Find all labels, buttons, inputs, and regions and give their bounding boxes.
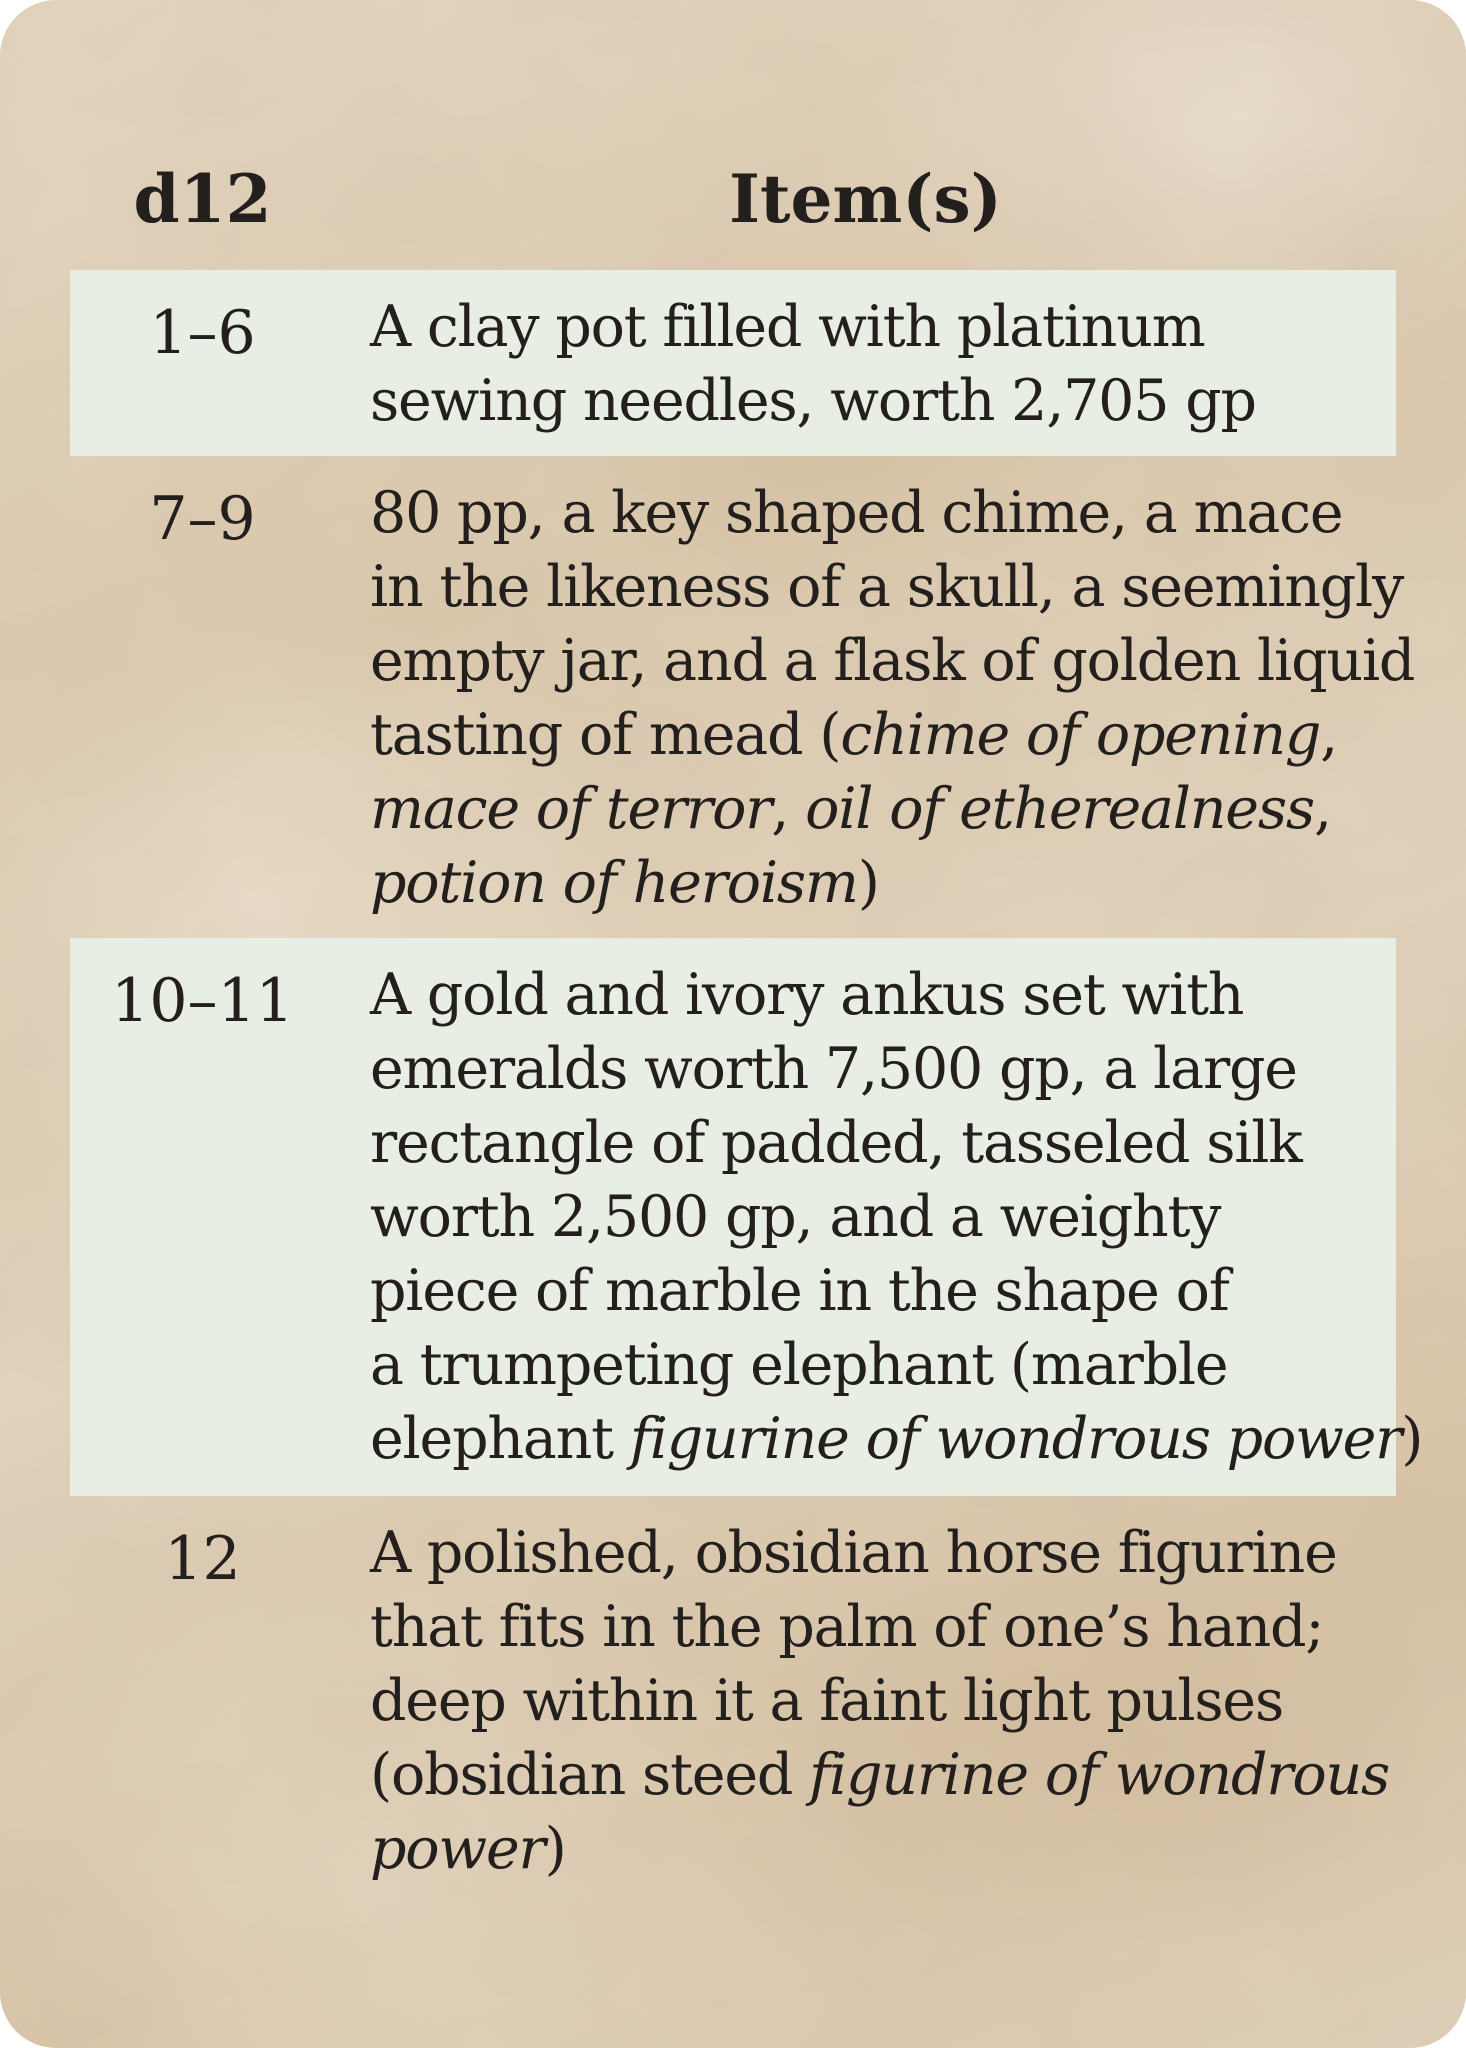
item-line: 80 pp, a key shaped chime, a mace [370,480,1343,546]
item-description [370,1516,1396,1886]
magic-item-name: oil of etherealness [805,776,1314,842]
item-line: elephant figurine of wondrous power) [370,1406,1423,1472]
item-description [370,476,1415,920]
table-header [70,160,1396,260]
item-line: sewing needles, worth 2,705 gp [370,368,1256,434]
header-items: Item(s) [729,160,1002,238]
table-row [70,1496,1396,1906]
item-line: tasting of mead (chime of opening, [370,702,1338,768]
table-row [70,938,1423,1496]
item-line: a trumpeting elephant (marble [370,1332,1228,1398]
magic-item-name: chime of opening [840,702,1321,768]
item-line: A clay pot filled with platinum [370,294,1205,360]
item-line: worth 2,500 gp, and a weighty [370,1184,1221,1250]
roll-range: 10–11 [111,966,294,1036]
table-row [70,456,1415,938]
magic-item-name: potion of heroism [370,850,858,916]
item-line: potion of heroism) [370,850,879,916]
magic-item-name: mace of terror [370,776,772,842]
item-line: deep within it a faint light pulses [370,1668,1284,1734]
header-roll: d12 [133,160,272,238]
item-line: piece of marble in the shape of [370,1258,1229,1324]
item-line: power) [370,1816,566,1882]
item-line: (obsidian steed figurine of wondrous [370,1742,1390,1808]
item-line: in the likeness of a skull, a seemingly [370,554,1404,620]
magic-item-name: figurine of wondrous [809,1742,1390,1808]
item-description [370,958,1423,1476]
item-line: empty jar, and a flask of golden liquid [370,628,1415,694]
item-line: emeralds worth 7,500 gp, a large [370,1036,1297,1102]
item-line: A polished, obsidian horse figurine [370,1520,1337,1586]
roll-range: 1–6 [149,298,256,368]
roll-range: 7–9 [149,484,256,554]
item-line: rectangle of padded, tasseled silk [370,1110,1302,1176]
roll-range: 12 [164,1524,241,1594]
item-description [370,290,1396,438]
item-line: mace of terror, oil of etherealness, [370,776,1331,842]
item-line: A gold and ivory ankus set with [370,962,1244,1028]
magic-item-name: figurine of wondrous power [629,1406,1402,1472]
table-row [70,270,1396,456]
item-line: that fits in the palm of one’s hand; [370,1594,1324,1660]
magic-item-name: power [370,1816,545,1882]
